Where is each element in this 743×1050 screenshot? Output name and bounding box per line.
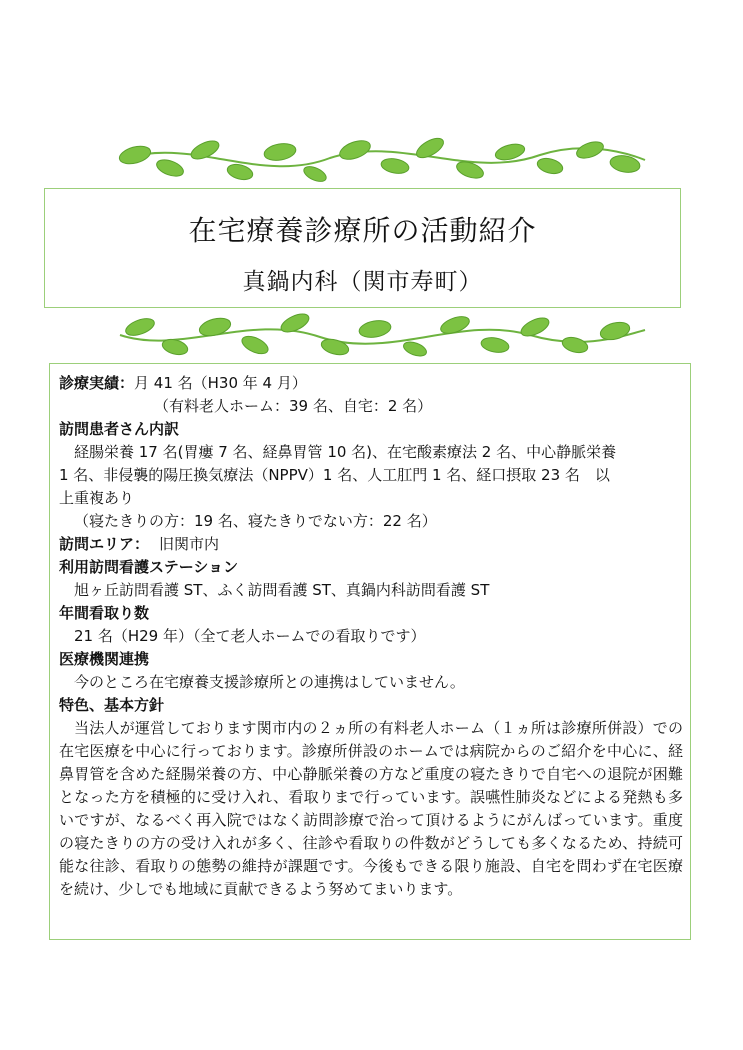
kanja-line-4: （寝たきりの方：19 名、寝たきりでない方：22 名）: [74, 512, 437, 530]
content-box: [49, 363, 691, 940]
jisseki-detail: （有料老人ホーム：39 名、自宅：2 名）: [154, 397, 433, 415]
leaf-vine-icon: [117, 134, 645, 184]
tokushoku-text: 当法人が運営しております関市内の２ヵ所の有料老人ホーム（１ヵ所は診療所併設）での在宅医療を中心に行っております。診療所併設のホームでは病院からのご紹介を中心に、経鼻胃管を含めた経腸栄養の方、中心静脈栄養の方など重度の寝たきりで自宅への退院が困難となった方を積極的に受け入れ、看取りまで行っています。誤嚥性肺炎などによる発熱も多いですが、なるべく再入院ではなく訪問診療で治って頂けるようにがんばっています。重度の寝たきりの方の受け入れが多く、往診や看取りの件数がどうしても多くなるため、持続可能な往診、看取りの態勢の維持が課題です。今後もできる限り施設、自宅を問わず在宅医療を続け、少しでも地域に貢献できるよう努めてまいります。: [59, 719, 683, 898]
station-heading: 利用訪問看護ステーション: [59, 558, 239, 576]
station-value: 旭ヶ丘訪問看護 ST、ふく訪問看護 ST、真鍋内科訪問看護 ST: [74, 581, 490, 599]
page-title: 在宅療養診療所の活動紹介: [188, 214, 537, 247]
jisseki-value: 月 41 名（H30 年 4 月）: [134, 374, 307, 392]
content-body: [59, 372, 683, 901]
mitori-heading: 年間看取り数: [59, 604, 150, 622]
area-label: 訪問エリア：: [59, 535, 150, 553]
page-subtitle: 真鍋内科（関市寿町）: [242, 269, 483, 295]
area-line: [59, 533, 683, 556]
leaf-vine-icon: [120, 310, 645, 358]
jisseki-line: [59, 372, 683, 395]
mitori-value: 21 名（H29 年）（全て老人ホームでの看取りです）: [74, 627, 426, 645]
kanja-line-1: 経腸栄養 17 名(胃瘻 7 名、経鼻胃管 10 名)、在宅酸素療法 2 名、中心静脈栄養: [74, 443, 617, 461]
kanja-line-3: 上重複あり: [59, 489, 135, 507]
jisseki-label: 診療実績：: [59, 374, 135, 392]
kanja-heading: 訪問患者さん内訳: [59, 420, 180, 438]
title-box: [44, 188, 681, 308]
area-value: 旧関市内: [159, 535, 220, 553]
renkei-heading: 医療機関連携: [59, 650, 150, 668]
leaf-vine-bottom: [110, 305, 650, 365]
renkei-value: 今のところ在宅療養支援診療所との連携はしていません。: [74, 673, 465, 691]
kanja-line-2: 1 名、非侵襲的陽圧換気療法（NPPV）1 名、人工肛門 1 名、経口摂取 23 名 以: [59, 466, 610, 484]
tokushoku-heading: 特色、基本方針: [59, 696, 165, 714]
leaf-vine-top: [110, 130, 650, 190]
